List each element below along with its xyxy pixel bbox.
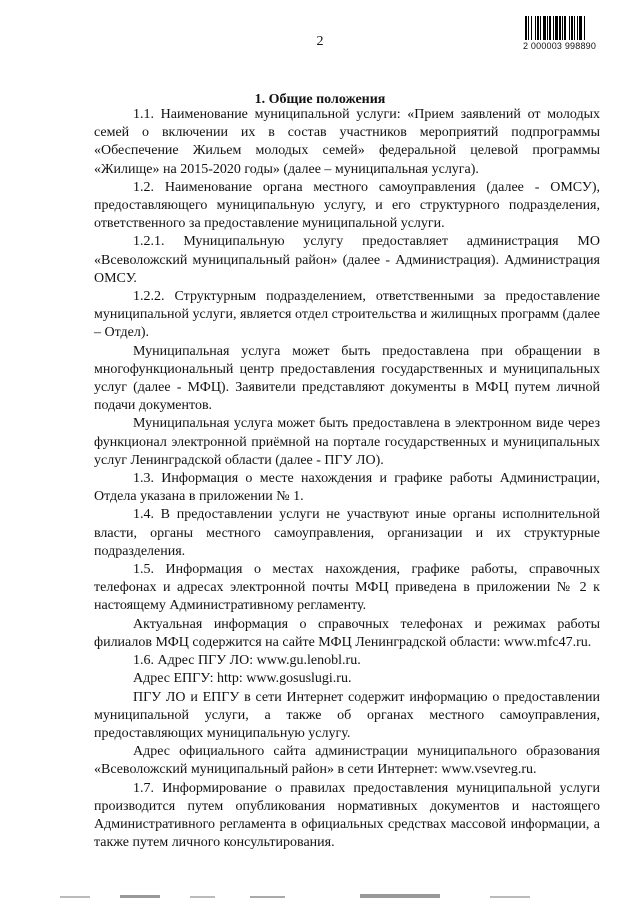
paragraph-mfc: Муниципальная услуга может быть предоставлена при обращении в многофункциональный центр предоставления государственных и муниципальных услуг (далее - МФЦ). Заявители представляют документы в МФЦ путем личной подачи документов. xyxy=(94,343,600,414)
paragraph-1-2: 1.2. Наименование органа местного самоуправления (далее - ОМСУ), предоставляющего муниципальную услугу, и его структурного подразделения, ответственного за предоставление муниципальной услуги. xyxy=(94,179,600,232)
barcode-bar xyxy=(537,16,539,40)
barcode-bar xyxy=(577,16,578,40)
paragraph-1-3: 1.3. Информация о месте нахождения и графике работы Администрации, Отдела указана в приложении № 1. xyxy=(94,471,600,505)
barcode-bar xyxy=(525,16,527,40)
scan-artifact-strip xyxy=(60,892,580,902)
paragraph-portal-info: ПГУ ЛО и ЕПГУ в сети Интернет содержит информацию о предоставлении муниципальной услуги, а также об органах местного самоуправления, предоставляющих муниципальную услугу. xyxy=(94,689,600,741)
barcode-bar xyxy=(564,16,566,40)
barcode-number: 2 000003 998890 xyxy=(523,41,597,51)
barcode-bar xyxy=(528,16,529,40)
barcode-bar xyxy=(555,16,558,40)
barcode-bar xyxy=(549,16,551,40)
barcode-bar xyxy=(543,16,546,40)
barcode-bar xyxy=(535,16,536,40)
barcode-bar xyxy=(531,16,532,40)
paragraph-1-6: 1.6. Адрес ПГУ ЛО: www.gu.lenobl.ru. xyxy=(133,653,361,669)
barcode-bar xyxy=(553,16,554,40)
barcode-image xyxy=(525,16,611,40)
paragraph-1-1: 1.1. Наименование муниципальной услуги: «Прием заявлений от молодых семей о включении их в состав участников мероприятий подпрограммы «Обеспечение Жильем молодых семей» федеральной целевой программы «Жилище» на 2015-2020 годы» (далее – муниципальная услуга). xyxy=(94,107,600,177)
barcode-bar xyxy=(562,16,563,40)
barcode-bar xyxy=(574,16,575,40)
paragraph-1-7: 1.7. Информирование о правилах предоставления муниципальной услуги производится путем опубликования нормативных документов и настоящего Административного регламента в официальных средствах массовой информации, а также путем личного консультирования. xyxy=(94,780,600,851)
barcode-bar xyxy=(584,16,585,40)
page-number: 2 xyxy=(316,34,324,49)
section-heading: 1. Общие положения xyxy=(254,92,386,107)
barcode-bar xyxy=(540,16,541,40)
barcode-bar xyxy=(579,16,582,40)
barcode-bar xyxy=(571,16,573,40)
paragraph-epgu: Адрес ЕПГУ: http: www.gosuslugi.ru. xyxy=(133,671,352,687)
paragraph-1-2-1: 1.2.1. Муниципальную услугу предоставляет администрация МО «Всеволожский муниципальный район» (далее - Администрация). Администрация ОМСУ. xyxy=(94,234,600,286)
barcode-bar xyxy=(569,16,570,40)
paragraph-1-2-2: 1.2.2. Структурным подразделением, ответственными за предоставление муниципальной услуги, является отдел строительства и жилищных программ (далее – Отдел). xyxy=(94,289,600,341)
paragraph-1-4: 1.4. В предоставлении услуги не участвуют иные органы исполнительной власти, органы местного самоуправления, организации и их структурные подразделения. xyxy=(94,507,600,559)
barcode-bar xyxy=(559,16,561,40)
barcode-bar xyxy=(547,16,548,40)
paragraph-1-5: 1.5. Информация о местах нахождения, графике работы, справочных телефонах и адресах электронной почты МФЦ приведена в приложении № 2 к настоящему Административному регламенту. xyxy=(94,562,600,614)
paragraph-mfc-info: Актуальная информация о справочных телефонах и режимах работы филиалов МФЦ содержится на сайте МФЦ Ленинградской области: www.mfc47.ru. xyxy=(94,616,600,650)
document-body xyxy=(94,106,600,852)
paragraph-official-site: Адрес официального сайта администрации муниципального образования «Всеволожский муниципальный район» в сети Интернет: www.vsevreg.ru. xyxy=(94,744,600,778)
paragraph-electronic: Муниципальная услуга может быть предоставлена в электронном виде через функционал электронной приёмной на портале государственных и муниципальных услуг Ленинградской области (далее - ПГУ ЛО). xyxy=(94,416,600,468)
